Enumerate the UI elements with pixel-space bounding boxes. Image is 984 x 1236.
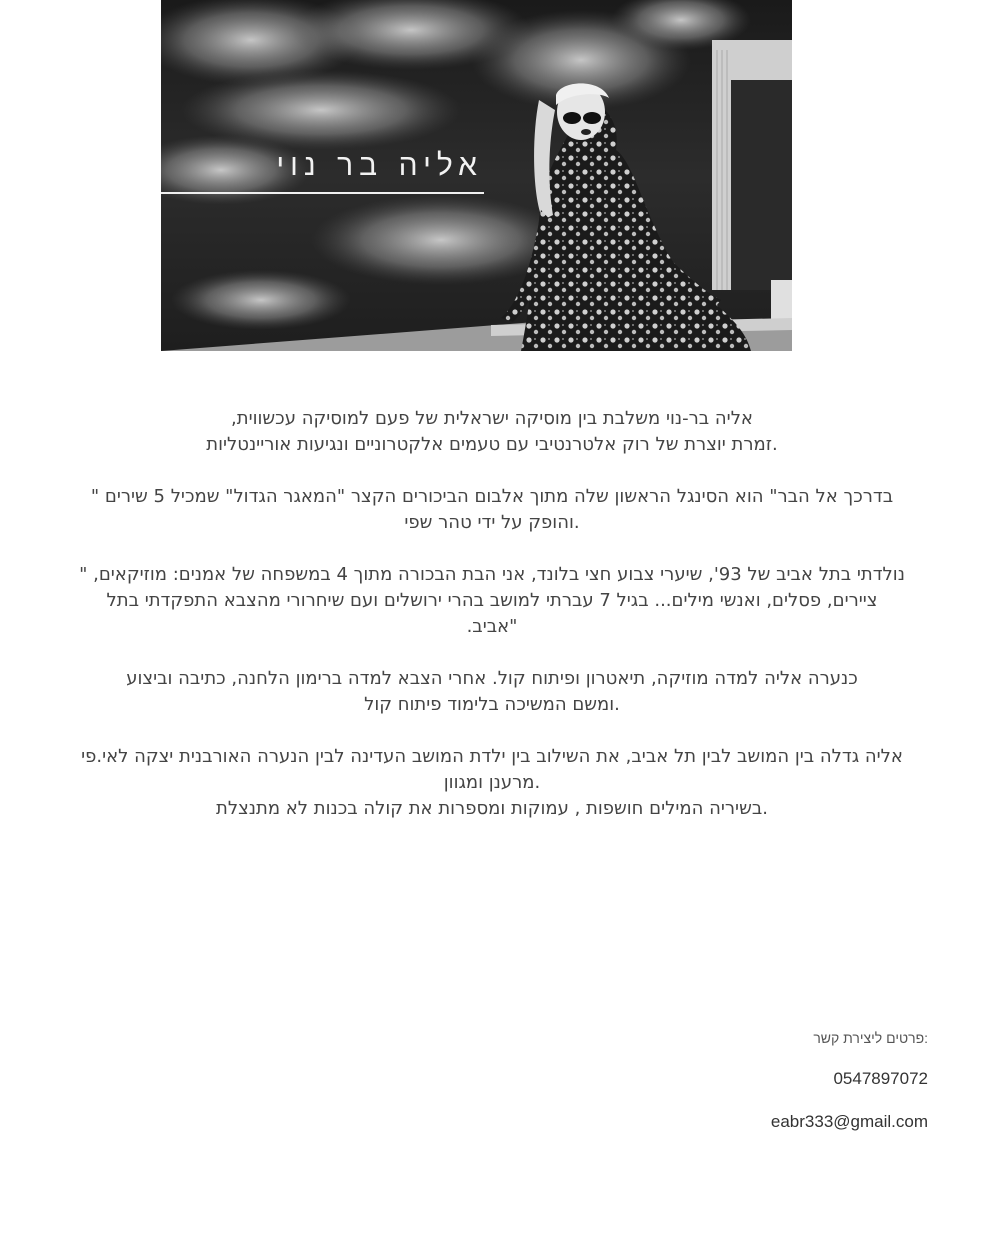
bio-paragraph-quote xyxy=(20,562,964,640)
bio-line: .ומשם המשיכה בלימוד פיתוח קול xyxy=(364,694,620,715)
hero-title-underline xyxy=(161,192,484,194)
bio-line: .בשיריה המילים חושפות , עמוקות ומספרות את קולה בכנות לא מתנצלת xyxy=(216,798,768,819)
bio-line: ציירים, פסלים, ואנשי מילים... בגיל 7 עברתי למושב בהרי ירושלים ועם שיחרורי מהצבא התפקדתי בתל xyxy=(106,590,878,611)
hero-title: אליה בר נוי xyxy=(276,148,483,183)
contact-email-link[interactable]: eabr333@gmail.com xyxy=(770,1112,928,1131)
contact-heading: :פרטים ליצירת קשר xyxy=(813,1030,928,1046)
bio-paragraph-single xyxy=(20,484,964,536)
contact-section xyxy=(528,1028,928,1154)
bio-paragraph-studies xyxy=(20,666,964,718)
bio-line: .זמרת יוצרת של רוק אלטרנטיבי עם טעמים אלקטרוניים ונגיעות אוריינטליות xyxy=(206,434,778,455)
bio-paragraph-ep xyxy=(20,744,964,822)
bio-line: .והופק על ידי טהר שפי xyxy=(404,512,580,533)
bio-line: אליה גדלה בין המושב לבין תל אביב, את השילוב בין ילדת המושב העדינה לבין הנערה האורבנית יצקה לאי.פי xyxy=(81,746,903,767)
bio-line: בדרכך אל הבר" הוא הסינגל הראשון שלה מתוך אלבום הביכורים הקצר "המאגר הגדול" שמכיל 5 שירים " xyxy=(90,486,894,507)
bio-line: .מרענן ומגוון xyxy=(443,772,541,793)
bio-line: כנערה אליה למדה מוזיקה, תיאטרון ופיתוח קול. אחרי הצבא למדה ברימון הלחנה, כתיבה וביצוע xyxy=(126,668,858,689)
bio-line: אליה בר-נוי משלבת בין מוסיקה ישראלית של פעם למוסיקה עכשווית, xyxy=(231,408,753,429)
bio-paragraph-intro xyxy=(20,406,964,458)
contact-phone[interactable]: 0547897072 xyxy=(833,1069,928,1088)
bio-line: "אביב. xyxy=(466,616,518,637)
bio-text xyxy=(20,406,964,848)
hero-banner xyxy=(161,0,792,351)
bio-line: נולדתי בתל אביב של 93', שיערי צבוע חצי בלונד, אני הבת הבכורה מתוך 4 במשפחה של אמנים: מוזיקאים, " xyxy=(79,564,905,585)
